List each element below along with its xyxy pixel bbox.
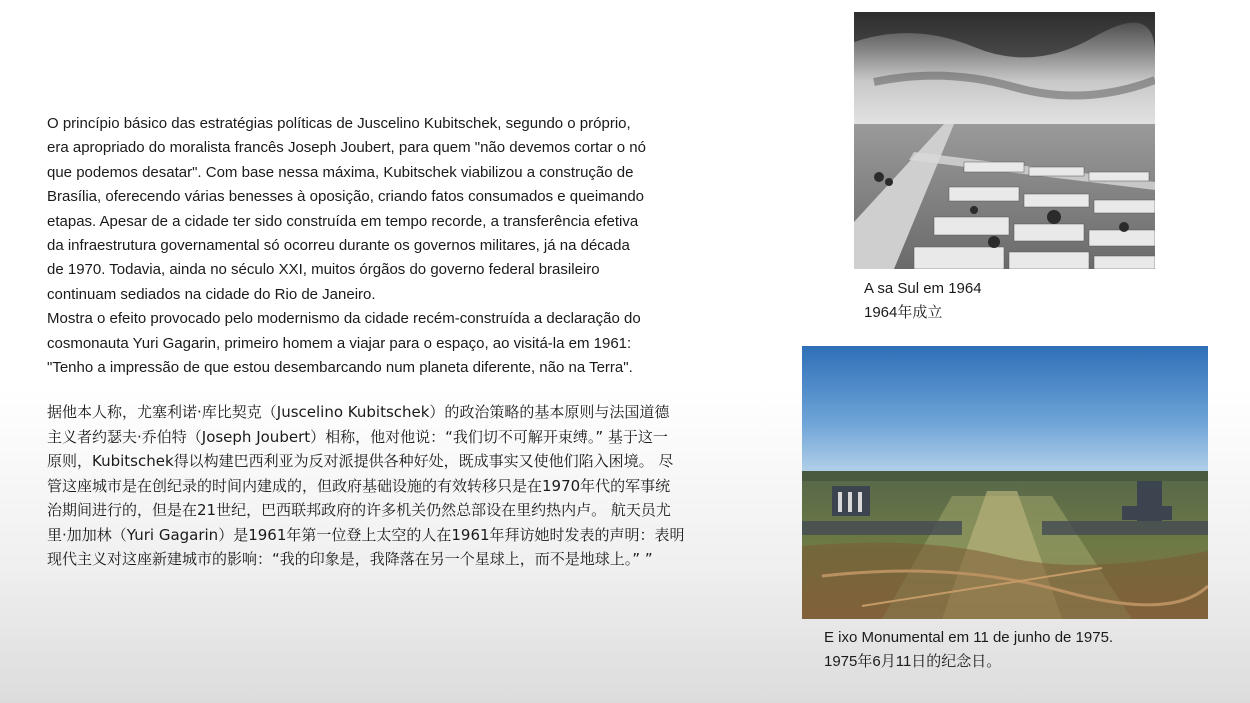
zh-line: 治期间进行的，但是在21世纪，巴西联邦政府的许多机关仍然总部设在里约热内卢。 航天员尤 xyxy=(47,501,671,520)
portuguese-paragraph xyxy=(47,112,697,380)
asa-sul-1964-caption xyxy=(864,277,982,326)
eixo-monumental-1975-caption xyxy=(824,626,1113,675)
caption-portuguese: E ixo Monumental em 11 de junho de 1975. xyxy=(824,629,1114,646)
caption-chinese: 1975年6月11日的纪念日。 xyxy=(824,653,1002,671)
zh-line: 里·加加林（Yuri Gagarin）是1961年第一位登上太空的人在1961年拜访她时发表的声明：表明 xyxy=(47,525,685,544)
pt-line: continuam sediados na cidade do Rio de Janeiro. xyxy=(47,285,376,303)
pt-line: Brasília, oferecendo várias benesses à oposição, criando fatos consumados e queimando xyxy=(47,188,645,206)
pt-line: cosmonauta Yuri Gagarin, primeiro homem a viajar para o espaço, ao visitá-la em 1961: xyxy=(47,334,632,352)
pt-line: etapas. Apesar de a cidade ter sido construída em tempo recorde, a transferência efetiva xyxy=(47,212,639,230)
pt-line: que podemos desatar". Com base nessa máxima, Kubitschek viabilizou a construção de xyxy=(47,163,634,181)
zh-line: 现代主义对这座新建城市的影响：“我的印象是，我降落在另一个星球上，而不是地球上。” ” xyxy=(47,549,653,568)
article-text xyxy=(47,112,697,571)
zh-line: 主义者约瑟夫·乔伯特（Joseph Joubert）相称，他对他说：“我们切不可解开束缚。” 基于这一 xyxy=(47,427,668,446)
caption-chinese: 1964年成立 xyxy=(864,304,943,322)
pt-line: era apropriado do moralista francês Joseph Joubert, para quem "não devemos cortar o nó xyxy=(47,139,646,157)
zh-line: 原则，Kubitschek得以构建巴西利亚为反对派提供各种好处，既成事实又使他们陷入困境。 尽 xyxy=(47,452,674,471)
caption-portuguese: A sa Sul em 1964 xyxy=(864,280,982,297)
zh-line: 管这座城市是在创纪录的时间内建成的，但政府基础设施的有效转移只是在1970年代的军事统 xyxy=(47,476,671,495)
eixo-monumental-1975-photo xyxy=(802,346,1208,619)
pt-line: O princípio básico das estratégias políticas de Juscelino Kubitschek, segundo o próprio, xyxy=(47,115,631,132)
pt-line: da infraestrutura governamental só ocorreu durante os governos militares, já na década xyxy=(47,237,630,255)
chinese-paragraph xyxy=(47,400,697,571)
asa-sul-1964-photo xyxy=(854,12,1155,269)
pt-line: de 1970. Todavia, ainda no século XXI, muitos órgãos do governo federal brasileiro xyxy=(47,261,600,279)
zh-line: 据他本人称，尤塞利诺·库比契克（Juscelino Kubitschek）的政治策略的基本原则与法国道德 xyxy=(47,403,670,422)
pt-line: "Tenho a impressão de que estou desembarcando num planeta diferente, não na Terra". xyxy=(47,359,633,377)
pt-line: Mostra o efeito provocado pelo modernismo da cidade recém-construída a declaração do xyxy=(47,310,641,328)
